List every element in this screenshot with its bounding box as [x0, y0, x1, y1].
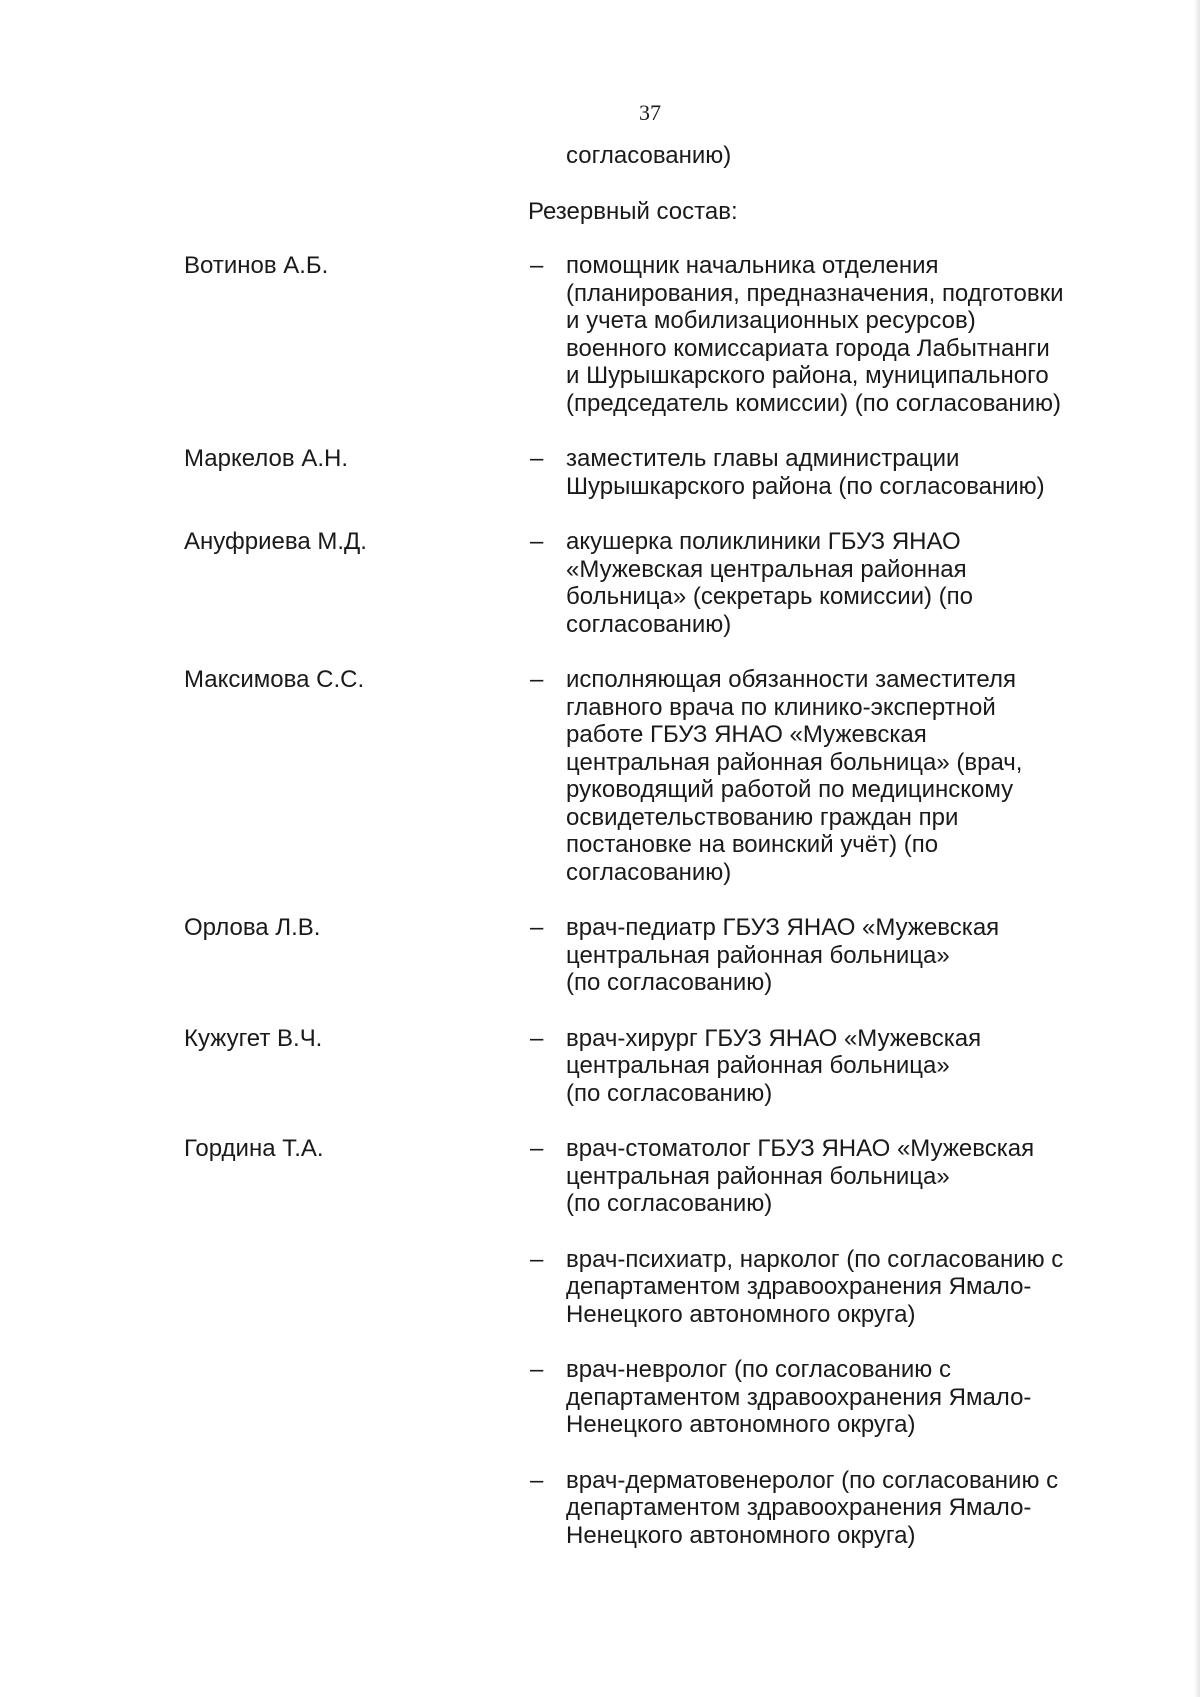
page-number: 37 — [639, 100, 661, 125]
continuation-text: согласованию) — [566, 142, 732, 169]
member-entry — [0, 528, 1200, 638]
member-position — [566, 252, 1126, 417]
position-line: акушерка поликлиники ГБУЗ ЯНАО — [566, 528, 961, 555]
member-entry — [0, 252, 1200, 417]
position-line: помощник начальника отделения — [566, 252, 939, 279]
member-entry — [0, 445, 1200, 500]
position-line: работе ГБУЗ ЯНАО «Мужевская — [566, 721, 927, 748]
member-position — [566, 1135, 1126, 1218]
position-line: департаментом здравоохранения Ямало- — [566, 1383, 1032, 1411]
list-dash: – — [530, 252, 544, 279]
position-line: исполняющая обязанности заместителя — [566, 666, 1016, 693]
member-position — [566, 1025, 1126, 1108]
position-line: врач-педиатр ГБУЗ ЯНАО «Мужевская — [566, 914, 1000, 941]
position-line: врач-хирург ГБУЗ ЯНАО «Мужевская — [566, 1024, 982, 1052]
position-line: и Шурышкарского района, муниципального — [566, 362, 1049, 389]
position-line: (планирования, предназначения, подготовки — [566, 279, 1064, 307]
member-position — [566, 1356, 1126, 1439]
position-line: заместитель главы администрации — [566, 445, 960, 472]
list-dash: – — [530, 914, 544, 941]
position-line: Ненецкого автономного округа) — [566, 1300, 916, 1328]
position-line: департаментом здравоохранения Ямало- — [566, 1273, 1032, 1300]
member-entry — [0, 1246, 1200, 1329]
position-line: Шурышкарского района (по согласованию) — [566, 472, 1045, 500]
position-line: (по согласованию) — [566, 1079, 773, 1107]
position-line: центральная районная больница» — [566, 1162, 950, 1190]
position-line: врач-психиатр, нарколог (по согласованию с — [566, 1245, 1064, 1273]
list-dash: – — [530, 666, 544, 693]
member-position — [566, 445, 1126, 500]
position-line: главного врача по клинико-экспертной — [566, 693, 996, 721]
member-entry — [0, 1356, 1200, 1439]
scan-edge — [1194, 0, 1200, 1697]
position-line: центральная районная больница» — [566, 1052, 950, 1079]
list-dash: – — [530, 1245, 544, 1273]
section-heading: Резервный состав: — [528, 198, 738, 225]
list-dash: – — [530, 445, 544, 472]
position-line: (по согласованию) — [566, 969, 773, 996]
position-line: «Мужевская центральная районная — [566, 555, 967, 583]
member-entry — [0, 666, 1200, 886]
list-dash: – — [530, 1024, 544, 1052]
position-line: военного комиссариата города Лабытнанги — [566, 334, 1050, 362]
position-line: освидетельствованию граждан при — [566, 803, 959, 831]
position-line: и учета мобилизационных ресурсов) — [566, 307, 976, 334]
list-dash: – — [530, 1356, 544, 1383]
member-list — [0, 252, 1200, 1577]
position-line: центральная районная больница» (врач, — [566, 748, 1023, 776]
member-entry — [0, 1135, 1200, 1218]
member-position — [566, 1246, 1126, 1329]
position-line: центральная районная больница» — [566, 941, 950, 969]
position-line: согласованию) — [566, 858, 732, 886]
member-position — [566, 528, 1126, 638]
position-line: постановке на воинский учёт) (по — [566, 831, 939, 858]
member-name: Максимова С.С. — [184, 666, 365, 693]
position-line: (по согласованию) — [566, 1190, 773, 1217]
member-position — [566, 666, 1126, 886]
position-line: согласованию) — [566, 610, 732, 638]
member-entry — [0, 914, 1200, 997]
member-name: Маркелов А.Н. — [184, 445, 348, 472]
position-line: больница» (секретарь комиссии) (по — [566, 583, 974, 610]
position-line: руководящий работой по медицинскому — [566, 776, 1014, 803]
position-line: врач-дерматовенеролог (по согласованию с — [566, 1466, 1059, 1494]
member-name: Вотинов А.Б. — [184, 252, 329, 279]
position-line: (председатель комиссии) (по согласованию) — [566, 389, 1062, 417]
member-name: Кужугет В.Ч. — [184, 1024, 323, 1052]
member-name: Ануфриева М.Д. — [184, 528, 367, 555]
member-entry — [0, 1467, 1200, 1550]
position-line: департаментом здравоохранения Ямало- — [566, 1494, 1032, 1521]
position-line: врач-стоматолог ГБУЗ ЯНАО «Мужевская — [566, 1135, 1035, 1162]
member-name: Орлова Л.В. — [184, 914, 321, 941]
member-position — [566, 914, 1126, 997]
member-entry — [0, 1025, 1200, 1108]
list-dash: – — [530, 1135, 544, 1162]
member-name: Гордина Т.А. — [184, 1135, 324, 1162]
member-position — [566, 1467, 1126, 1550]
position-line: врач-невролог (по согласованию с — [566, 1356, 951, 1383]
position-line: Ненецкого автономного округа) — [566, 1411, 916, 1438]
list-dash: – — [530, 1466, 544, 1494]
position-line: Ненецкого автономного округа) — [566, 1521, 916, 1549]
list-dash: – — [530, 528, 544, 555]
